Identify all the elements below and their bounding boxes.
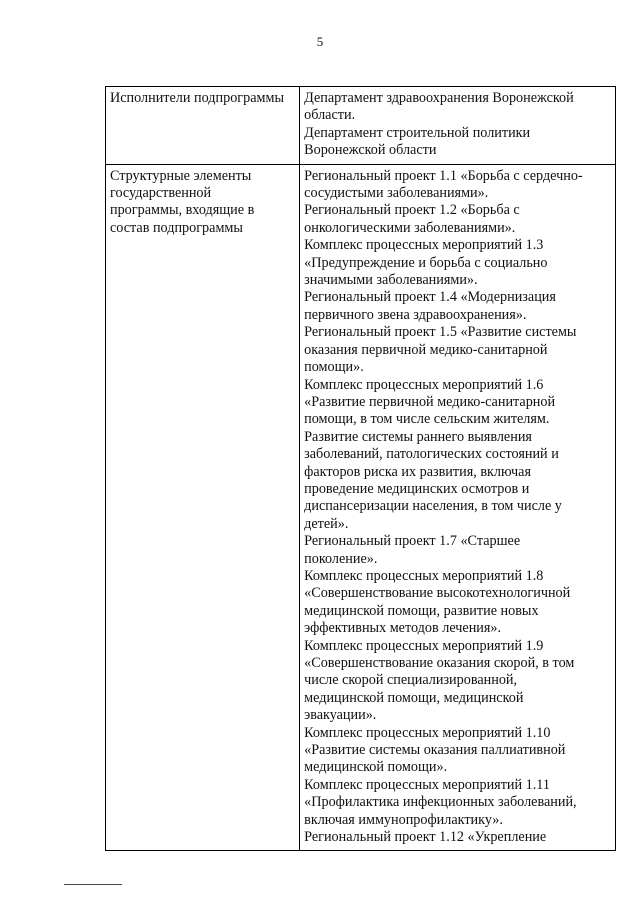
- text-line: заболеваний, патологических состояний и: [304, 446, 559, 463]
- text-line: Развитие системы раннего выявления: [304, 428, 532, 445]
- text-line: Региональный проект 1.2 «Борьба с: [304, 202, 520, 219]
- text-line: Комплекс процессных мероприятий 1.11: [304, 776, 550, 793]
- text-line: Структурные элементы: [110, 167, 252, 184]
- text-line: эффективных методов лечения».: [304, 620, 502, 637]
- text-line: поколение».: [304, 550, 378, 567]
- text-line: Региональный проект 1.4 «Модернизация: [304, 289, 556, 306]
- text-line: Региональный проект 1.1 «Борьба с сердечно-: [304, 167, 583, 184]
- text-line: государственной: [110, 185, 212, 202]
- text-line: Комплекс процессных мероприятий 1.3: [304, 237, 544, 254]
- text-line: Региональный проект 1.5 «Развитие системы: [304, 324, 577, 341]
- text-line: Региональный проект 1.12 «Укрепление: [304, 829, 547, 846]
- text-line: Департамент строительной политики: [304, 124, 531, 141]
- text-line: Комплекс процессных мероприятий 1.9: [304, 637, 544, 654]
- text-line: эвакуации».: [304, 707, 377, 724]
- text-line: детей».: [304, 515, 349, 532]
- table-row-executors: [106, 87, 616, 165]
- text-line: Комплекс процессных мероприятий 1.10: [304, 724, 551, 741]
- page-number: 5: [316, 34, 324, 49]
- text-line: «Развитие первичной медико-санитарной: [304, 393, 556, 410]
- text-line: Региональный проект 1.7 «Старшее: [304, 533, 521, 550]
- text-line: «Совершенствование оказания скорой, в том: [304, 655, 575, 671]
- table-row-structural-elements: [106, 164, 616, 851]
- text-line: сосудистыми заболеваниями».: [304, 185, 489, 202]
- subprogram-table: [105, 86, 616, 851]
- text-line: Исполнители подпрограммы: [110, 90, 284, 106]
- text-line: онкологическими заболеваниями».: [304, 219, 516, 236]
- text-line: значимыми заболеваниями».: [304, 272, 478, 289]
- text-line: помощи, в том числе сельским жителям.: [304, 411, 550, 428]
- row-label-executors: [106, 87, 300, 165]
- row-value-structural-elements: [300, 164, 616, 851]
- row-value-executors: [300, 87, 616, 165]
- text-line: Комплекс процессных мероприятий 1.8: [304, 567, 544, 584]
- text-line: оказания первичной медико-санитарной: [304, 341, 548, 358]
- row-label-structural-elements: [106, 164, 300, 851]
- text-line: Комплекс процессных мероприятий 1.6: [304, 376, 544, 393]
- text-line: медицинской помощи».: [304, 759, 448, 776]
- text-line: медицинской помощи, развитие новых: [304, 602, 539, 619]
- text-line: «Совершенствование высокотехнологичной: [304, 585, 571, 602]
- text-line: медицинской помощи, медицинской: [304, 689, 524, 706]
- text-line: первичного звена здравоохранения».: [304, 306, 527, 323]
- text-line: числе скорой специализированной,: [304, 672, 518, 689]
- text-line: помощи».: [304, 359, 364, 376]
- text-line: включая иммунопрофилактику».: [304, 811, 503, 828]
- text-line: Департамент здравоохранения Воронежской: [304, 90, 574, 106]
- footnote-divider: [64, 884, 122, 885]
- text-line: факторов риска их развития, включая: [304, 463, 532, 480]
- text-line: проведение медицинских осмотров и: [304, 480, 530, 497]
- text-line: «Профилактика инфекционных заболеваний,: [304, 794, 577, 811]
- text-line: состав подпрограммы: [110, 219, 243, 236]
- text-line: «Развитие системы оказания паллиативной: [304, 742, 566, 759]
- text-line: диспансеризации населения, в том числе у: [304, 498, 562, 515]
- text-line: «Предупреждение и борьба с социально: [304, 254, 548, 271]
- text-line: Воронежской области: [304, 142, 437, 159]
- text-line: программы, входящие в: [110, 202, 255, 219]
- text-line: области.: [304, 107, 356, 124]
